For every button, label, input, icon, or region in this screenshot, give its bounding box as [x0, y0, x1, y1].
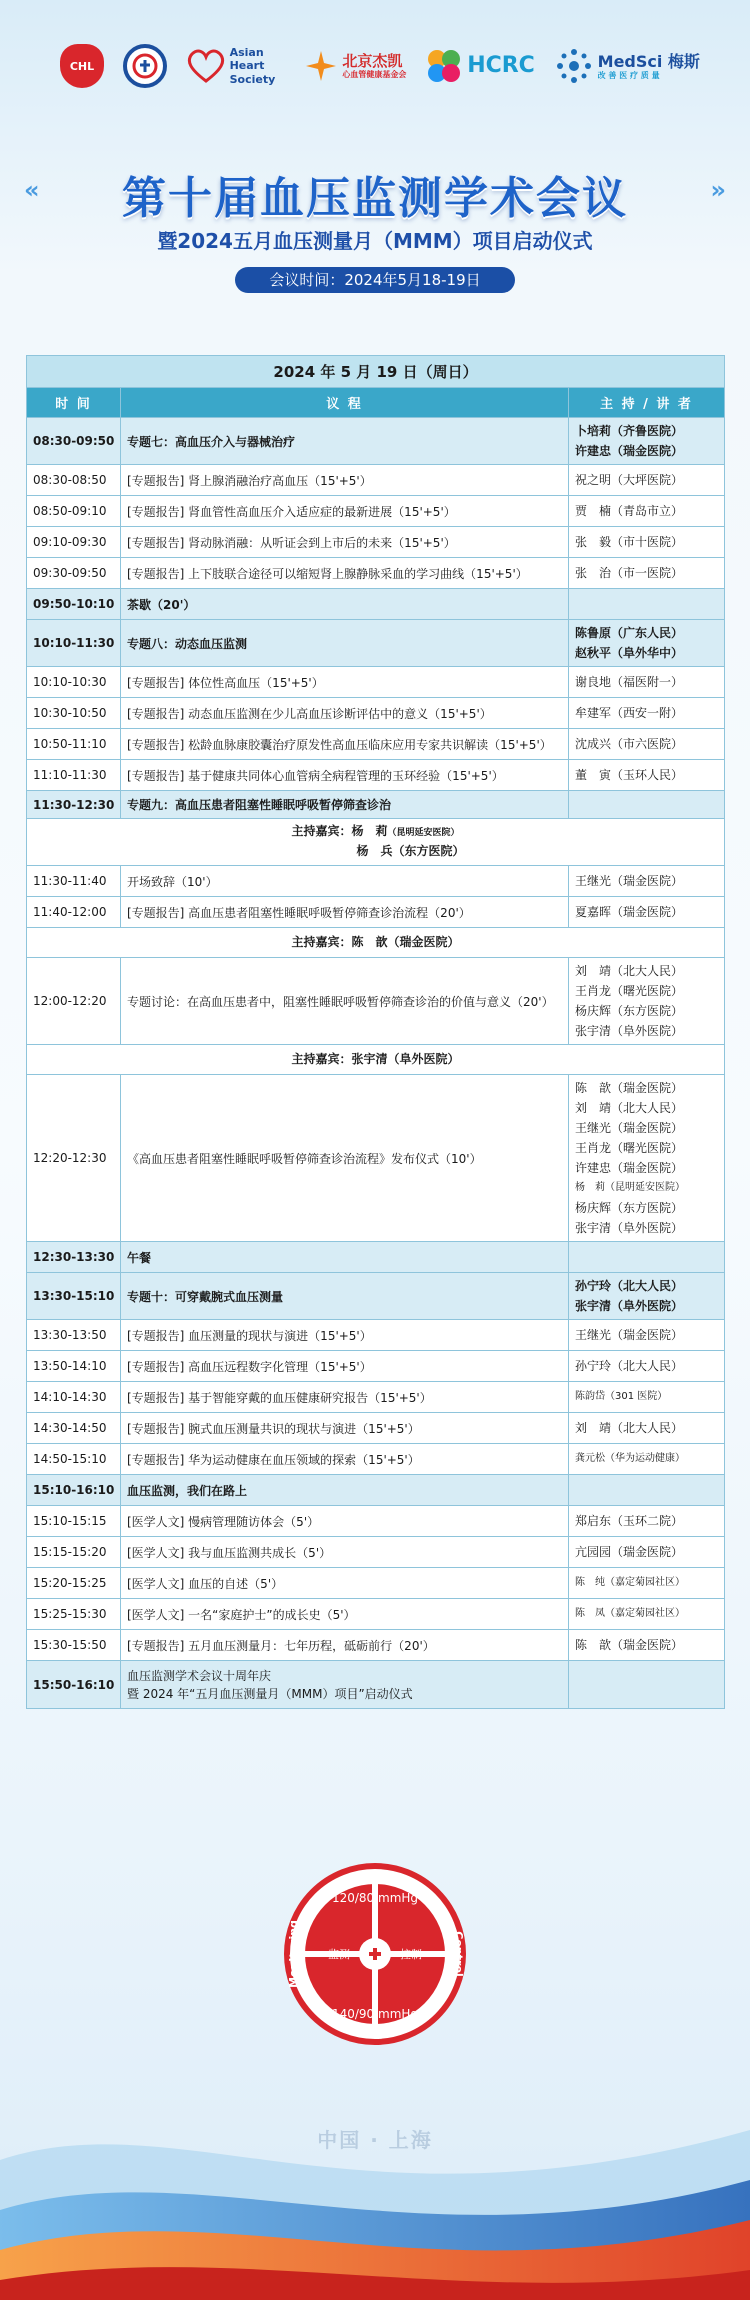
speaker-cell: [569, 729, 725, 760]
agenda-row: [27, 1075, 725, 1242]
agenda-row: [27, 897, 725, 928]
agenda-cell: [专题报告] 上下肢联合途径可以缩短肾上腺静脉采血的学习曲线（15'+5'）: [121, 558, 569, 589]
time-cell: 15:10-15:15: [27, 1506, 121, 1537]
speaker-cell: [569, 527, 725, 558]
emblem-bottom-text: 140/90 mmHg: [331, 2007, 419, 2021]
speaker-cell: [569, 1413, 725, 1444]
time-cell: 11:10-11:30: [27, 760, 121, 791]
time-cell: 14:30-14:50: [27, 1413, 121, 1444]
speaker-name: 夏嘉晖（瑞金医院）: [575, 905, 684, 919]
speaker-cell: [569, 667, 725, 698]
agenda-row: [27, 1444, 725, 1475]
agenda-row: [27, 866, 725, 897]
agenda-row: [27, 1320, 725, 1351]
time-cell: 12:00-12:20: [27, 958, 121, 1045]
agenda-row: [27, 1413, 725, 1444]
agenda-row: [27, 620, 725, 667]
speaker-cell: [569, 558, 725, 589]
agenda-row: [27, 1242, 725, 1273]
speaker-name: 孙宁玲（北大人民）: [575, 1359, 684, 1373]
logo-bar: [60, 40, 700, 92]
col-agenda-header: 议 程: [121, 388, 569, 418]
agenda-cell: [医学人文] 我与血压监测共成长（5'）: [121, 1537, 569, 1568]
agenda-row: [27, 1506, 725, 1537]
logo-beijing-jiekai: 北京杰凯 心血管健康基金会: [304, 49, 406, 83]
speaker-name: 张宇清（阜外医院）: [575, 1299, 684, 1313]
speaker-name: 刘 靖（北大人民）: [575, 1101, 684, 1115]
agenda-cell: 茶歇（20'）: [121, 589, 569, 620]
col-time-header: 时 间: [27, 388, 121, 418]
agenda-cell: [专题报告] 高血压患者阻塞性睡眠呼吸暂停筛查诊治流程（20'）: [121, 897, 569, 928]
time-cell: 11:40-12:00: [27, 897, 121, 928]
speaker-cell: [569, 465, 725, 496]
speaker-cell: [569, 496, 725, 527]
time-cell: 09:30-09:50: [27, 558, 121, 589]
time-cell: 12:20-12:30: [27, 1075, 121, 1242]
time-cell: 15:25-15:30: [27, 1599, 121, 1630]
speaker-name: 许建忠（瑞金医院）: [575, 1161, 684, 1175]
agenda-cell: 《高血压患者阻塞性睡眠呼吸暂停筛查诊治流程》发布仪式（10'）: [121, 1075, 569, 1242]
speaker-name: 张宇清（阜外医院）: [575, 1024, 684, 1038]
chl-heart-icon: CHL: [60, 44, 104, 88]
agenda-row: [27, 527, 725, 558]
time-cell: 11:30-12:30: [27, 791, 121, 819]
time-cell: 15:50-16:10: [27, 1661, 121, 1709]
agenda-cell: [医学人文] 一名“家庭护士”的成长史（5'）: [121, 1599, 569, 1630]
speaker-name: 刘 靖（北大人民）: [575, 1421, 684, 1435]
speaker-name: 陈 歆（瑞金医院）: [575, 1638, 684, 1652]
chair-text: 杨 兵（东方医院）: [356, 844, 465, 858]
agenda-line: 血压监测学术会议十周年庆: [127, 1668, 272, 1683]
agenda-table-wrap: [26, 355, 724, 1709]
chair-text: 主持嘉宾：杨 莉: [291, 824, 388, 838]
speaker-cell: [569, 1382, 725, 1413]
speaker-cell: [569, 1568, 725, 1599]
speaker-name: 陈 歆（瑞金医院）: [575, 1081, 684, 1095]
agenda-cell: 午餐: [121, 1242, 569, 1273]
agenda-cell: [121, 1661, 569, 1709]
speaker-name: 许建忠（瑞金医院）: [575, 444, 684, 458]
speaker-name: 陈韵岱（301 医院）: [575, 1391, 668, 1402]
speaker-name: 亢园园（瑞金医院）: [575, 1545, 684, 1559]
speaker-name: 杨庆辉（东方医院）: [575, 1201, 684, 1215]
day-header: 2024 年 5 月 19 日（周日）: [27, 356, 725, 388]
chair-text: 主持嘉宾：张宇清（阜外医院）: [291, 1051, 460, 1066]
time-cell: 12:30-13:30: [27, 1242, 121, 1273]
agenda-cell: 专题七：高血压介入与器械治疗: [121, 418, 569, 465]
agenda-cell: [专题报告] 肾上腺消融治疗高血压（15'+5'）: [121, 465, 569, 496]
agenda-row: [27, 928, 725, 958]
agenda-cell: [专题报告] 肾动脉消融：从听证会到上市后的未来（15'+5'）: [121, 527, 569, 558]
agenda-row: [27, 1537, 725, 1568]
agenda-table: [26, 355, 725, 1709]
speaker-cell: [569, 866, 725, 897]
agenda-cell: [专题报告] 动态血压监测在少儿高血压诊断评估中的意义（15'+5'）: [121, 698, 569, 729]
agenda-row: [27, 791, 725, 819]
speaker-name: 牟建军（西安一附）: [575, 706, 684, 720]
logo-hcrc: HCRC: [425, 47, 535, 85]
time-cell: 14:50-15:10: [27, 1444, 121, 1475]
agenda-row: [27, 1045, 725, 1075]
agenda-cell: [专题报告] 高血压远程数字化管理（15'+5'）: [121, 1351, 569, 1382]
speaker-name: 王肖龙（曙光医院）: [575, 1141, 684, 1155]
time-cell: 15:10-16:10: [27, 1475, 121, 1506]
time-cell: 13:30-15:10: [27, 1273, 121, 1320]
speaker-cell: [569, 1444, 725, 1475]
logo-medsci: MedSci 梅斯 改 善 医 疗 质 量: [554, 46, 700, 86]
agenda-cell: [专题报告] 基于智能穿戴的血压健康研究报告（15'+5'）: [121, 1382, 569, 1413]
time-cell: 08:30-09:50: [27, 418, 121, 465]
speaker-name: 孙宁玲（北大人民）: [575, 1279, 684, 1293]
agenda-row: [27, 558, 725, 589]
speaker-name: 祝之明（大坪医院）: [575, 473, 684, 487]
agenda-cell: 血压监测，我们在路上: [121, 1475, 569, 1506]
time-cell: 10:30-10:50: [27, 698, 121, 729]
agenda-row: [27, 1351, 725, 1382]
agenda-row: [27, 589, 725, 620]
speaker-cell: [569, 1075, 725, 1242]
agenda-row: [27, 496, 725, 527]
speaker-name: 赵秋平（阜外华中）: [575, 646, 684, 660]
speaker-name: 王继光（瑞金医院）: [575, 1121, 684, 1135]
agenda-cell: [专题报告] 血压测量的现状与演进（15'+5'）: [121, 1320, 569, 1351]
agenda-line: 暨 2024 年“五月血压测量月（MMM）项目”启动仪式: [127, 1686, 413, 1701]
emblem-left-text: Monitoring: [287, 1920, 300, 1988]
agenda-row: [27, 1273, 725, 1320]
agenda-cell: 专题十：可穿戴腕式血压测量: [121, 1273, 569, 1320]
speaker-cell: [569, 760, 725, 791]
speaker-cell: [569, 1537, 725, 1568]
time-cell: 08:30-08:50: [27, 465, 121, 496]
agenda-row: [27, 1568, 725, 1599]
chair-cell: [27, 819, 725, 866]
chair-affiliation: （昆明延安医院）: [387, 828, 460, 838]
title-row: [0, 162, 750, 226]
logo-society-seal: [123, 44, 167, 88]
star-burst-icon: [304, 49, 338, 83]
speaker-cell: [569, 620, 725, 667]
speaker-cell: [569, 1475, 725, 1506]
chair-text: 主持嘉宾：陈 歆（瑞金医院）: [291, 934, 460, 949]
speaker-name: 张 毅（市十医院）: [575, 535, 684, 549]
speaker-cell: [569, 698, 725, 729]
time-cell: 09:50-10:10: [27, 589, 121, 620]
chair-cell: [27, 928, 725, 958]
chevron-left-icon: «: [24, 176, 40, 204]
speaker-name: 王肖龙（曙光医院）: [575, 984, 684, 998]
speaker-cell: [569, 1630, 725, 1661]
agenda-row: [27, 729, 725, 760]
speaker-name: 陈 凤（嘉定菊园社区）: [575, 1608, 685, 1619]
time-cell: 13:50-14:10: [27, 1351, 121, 1382]
speaker-name: 王继光（瑞金医院）: [575, 1328, 684, 1342]
time-cell: 15:15-15:20: [27, 1537, 121, 1568]
logo-chl: [60, 44, 104, 88]
agenda-row: [27, 819, 725, 866]
agenda-cell: [专题报告] 五月血压测量月：七年历程，砥砺前行（20'）: [121, 1630, 569, 1661]
speaker-name: 刘 靖（北大人民）: [575, 964, 684, 978]
speaker-name: 陈鲁原（广东人民）: [575, 626, 684, 640]
speaker-name: 张宇清（阜外医院）: [575, 1221, 684, 1235]
speaker-name: 杨 莉（昆明延安医院）: [575, 1182, 685, 1193]
logo-asian-heart-society: Asian Heart Society: [186, 46, 286, 86]
pinwheel-icon: [425, 47, 463, 85]
heart-outline-icon: [186, 49, 226, 83]
agenda-cell: 开场致辞（10'）: [121, 866, 569, 897]
speaker-cell: [569, 958, 725, 1045]
speaker-cell: [569, 791, 725, 819]
time-cell: 14:10-14:30: [27, 1382, 121, 1413]
speaker-cell: [569, 897, 725, 928]
speaker-cell: [569, 1351, 725, 1382]
time-cell: 10:50-11:10: [27, 729, 121, 760]
speaker-name: 贾 楠（青岛市立）: [575, 504, 684, 518]
time-cell: 11:30-11:40: [27, 866, 121, 897]
agenda-cell: [专题报告] 松龄血脉康胶囊治疗原发性高血压临床应用专家共识解读（15'+5'）: [121, 729, 569, 760]
speaker-name: 王继光（瑞金医院）: [575, 874, 684, 888]
emblem-left-cn: 监测: [328, 1948, 350, 1961]
location-text: 中国 · 上海: [317, 2128, 433, 2152]
agenda-cell: 专题讨论：在高血压患者中，阻塞性睡眠呼吸暂停筛查诊治的价值与意义（20'）: [121, 958, 569, 1045]
emblem-right-cn: 控制: [400, 1948, 422, 1961]
agenda-cell: [医学人文] 慢病管理随访体会（5'）: [121, 1506, 569, 1537]
time-cell: 15:20-15:25: [27, 1568, 121, 1599]
speaker-cell: [569, 1506, 725, 1537]
speaker-name: 陈 纯（嘉定菊园社区）: [575, 1577, 685, 1588]
agenda-row: [27, 465, 725, 496]
agenda-row: [27, 1599, 725, 1630]
dot-globe-icon: [554, 46, 594, 86]
agenda-row: [27, 418, 725, 465]
agenda-row: [27, 667, 725, 698]
seal-icon: [123, 44, 167, 88]
monitoring-control-emblem: [283, 1862, 467, 2046]
agenda-cell: [专题报告] 腕式血压测量共识的现状与演进（15'+5'）: [121, 1413, 569, 1444]
speaker-name: 董 寅（玉环人民）: [575, 768, 684, 782]
speaker-name: 沈成兴（市六医院）: [575, 737, 684, 751]
speaker-cell: [569, 1273, 725, 1320]
agenda-cell: [专题报告] 体位性高血压（15'+5'）: [121, 667, 569, 698]
speaker-name: 卜培莉（齐鲁医院）: [575, 424, 684, 438]
agenda-cell: [医学人文] 血压的自述（5'）: [121, 1568, 569, 1599]
agenda-row: [27, 1475, 725, 1506]
speaker-cell: [569, 1320, 725, 1351]
agenda-row: [27, 1661, 725, 1709]
speaker-name: 郑启东（玉环二院）: [575, 1514, 684, 1528]
chair-cell: [27, 1045, 725, 1075]
chevron-right-icon: »: [710, 176, 726, 204]
emblem-top-text: 120/80 mmHg: [331, 1891, 419, 1905]
speaker-cell: [569, 418, 725, 465]
agenda-cell: [专题报告] 肾血管性高血压介入适应症的最新进展（15'+5'）: [121, 496, 569, 527]
col-speaker-header: 主 持 / 讲 者: [569, 388, 725, 418]
time-cell: 13:30-13:50: [27, 1320, 121, 1351]
time-cell: 15:30-15:50: [27, 1630, 121, 1661]
agenda-cell: 专题九：高血压患者阻塞性睡眠呼吸暂停筛查诊治: [121, 791, 569, 819]
agenda-row: [27, 1382, 725, 1413]
emblem-right-text: Control: [452, 1931, 465, 1977]
decorative-waves: [0, 2040, 750, 2300]
agenda-row: [27, 958, 725, 1045]
time-cell: 08:50-09:10: [27, 496, 121, 527]
speaker-name: 杨庆辉（东方医院）: [575, 1004, 684, 1018]
page-title: 第十届血压监测学术会议: [122, 173, 628, 224]
agenda-row: [27, 760, 725, 791]
time-cell: 10:10-10:30: [27, 667, 121, 698]
agenda-cell: [专题报告] 基于健康共同体心血管病全病程管理的玉环经验（15'+5'）: [121, 760, 569, 791]
time-cell: 09:10-09:30: [27, 527, 121, 558]
time-cell: 10:10-11:30: [27, 620, 121, 667]
speaker-cell: [569, 589, 725, 620]
speaker-name: 谢良地（福医附一）: [575, 675, 684, 689]
page-subtitle: 暨2024五月血压测量月（MMM）项目启动仪式: [157, 229, 593, 253]
speaker-name: 龚元松（华为运动健康）: [575, 1453, 685, 1464]
speaker-name: 张 治（市一医院）: [575, 566, 684, 580]
meeting-time-badge: 会议时间：2024年5月18-19日: [235, 267, 515, 293]
speaker-cell: [569, 1661, 725, 1709]
agenda-row: [27, 698, 725, 729]
agenda-row: [27, 1630, 725, 1661]
agenda-cell: 专题八：动态血压监测: [121, 620, 569, 667]
speaker-cell: [569, 1599, 725, 1630]
speaker-cell: [569, 1242, 725, 1273]
agenda-cell: [专题报告] 华为运动健康在血压领域的探索（15'+5'）: [121, 1444, 569, 1475]
